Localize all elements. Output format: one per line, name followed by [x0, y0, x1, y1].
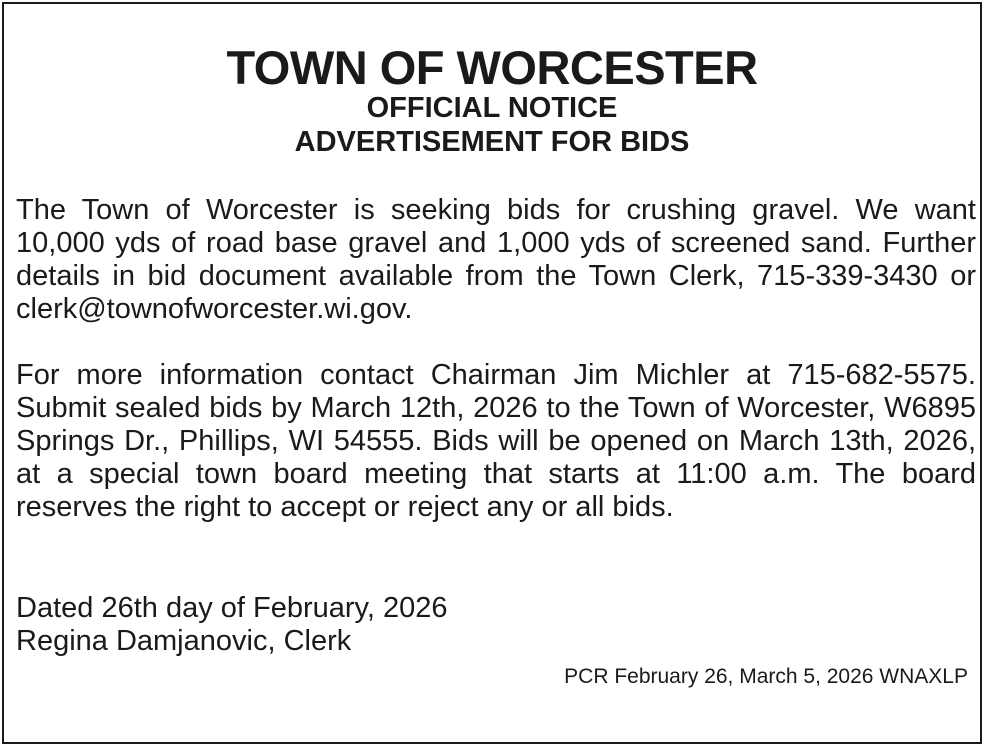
notice-subtitle-bids: ADVERTISEMENT FOR BIDS [294, 126, 690, 158]
notice-title: TOWN OF WORCESTER [226, 41, 758, 94]
notice-date-line: Dated 26th day of February, 2026 [16, 592, 448, 624]
notice-signer: Regina Damjanovic, Clerk [16, 625, 352, 657]
notice-subtitle-official: OFFICIAL NOTICE [366, 92, 618, 124]
notice-paragraph-bid-details: The Town of Worcester is seeking bids for crushing gravel. We want 10,000 yds of road base gravel and 1,000 yds of screened sand. Further details in bid document available from the Town Clerk, 715-339-3430 or clerk@townofworcester.wi.gov. [16, 194, 976, 325]
notice-paragraph-contact-info: For more information contact Chairman Jim Michler at 715-682-5575. Submit sealed bids by March 12th, 2026 to the Town of Worcester, W6895 Springs Dr., Phillips, WI 54555. Bids will be opened on March 13th, 2026, at a special town board meeting that starts at 11:00 a.m. The board reserves the right to accept or reject any or all bids. [16, 359, 976, 523]
publication-line: PCR February 26, March 5, 2026 WNAXLP [564, 665, 968, 688]
legal-notice [2, 2, 982, 744]
